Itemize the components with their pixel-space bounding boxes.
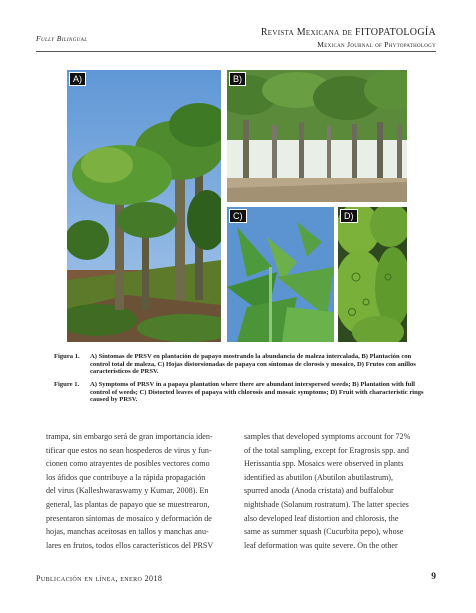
body-line: trampa, sin embargo será de gran importancia iden- [46,432,213,441]
photo-panel-b [227,70,407,202]
body-line: leaf deformation was quite severe. On the other [244,540,398,550]
body-line: of the total sampling, except for Eragrosis spp. and [244,445,409,455]
body-line: lares en frutos, todos ellos característicos del PRSV [46,540,214,550]
caption-en-label: Figure 1. [54,381,80,388]
papaya-plantation-weed-free-image [227,70,407,202]
body-line: del virus (Kalleshwaraswamy y Kumar, 2008). En [46,486,209,496]
panel-label-b: B) [229,72,246,86]
figure-caption-en [54,381,430,404]
body-line: hojas, manchas aceitosas en tallos y manchas anu- [46,527,209,537]
photo-panel-a [67,70,221,342]
footer-publication-date: Publicación en línea, enero 2018 [36,574,163,583]
papaya-plantation-weeds-image [67,70,221,342]
body-line: spurred anoda (Anoda cristata) and buffalobur [244,486,394,496]
page-number: 9 [431,572,436,582]
body-line: cionen como atrayentes de posibles vectores como [46,459,210,469]
body-line: samples that developed symptoms account for 72% [244,432,411,441]
body-line: same as summer squash (Cucurbita pepo), whose [244,527,404,537]
body-column-right [244,430,422,552]
body-line: presentaron síntomas de mosaico y deformación de [46,513,212,523]
photo-panel-d [338,207,407,342]
figure-caption-es [54,353,430,376]
body-line: identified as abutilon (Abutilon abutilastrum), [244,472,394,482]
photo-panel-c [227,207,334,342]
body-line: tificar que estos no sean hospederos de virus y fun- [46,445,212,455]
caption-en-text: A) Symptoms of PRSV in a papaya plantation where there are abundant interspersed weeds; B) Plantation with full control of weeds; C) Distorted leaves of papaya with chlorosis and mosaic symptoms; D) Fruit with characteristic rings caused by PRSV. [90,381,424,404]
distorted-papaya-leaves-image [227,207,334,342]
running-head-left: Fully Bilingual [36,34,88,43]
body-line: also developed leaf distortion and chlorosis, the [244,513,399,523]
body-line: general, las plantas de papayo que se muestrearon, [46,499,210,509]
papaya-fruit-rings-image [338,207,407,342]
panel-label-c: C) [229,209,247,223]
panel-label-a: A) [69,72,86,86]
journal-title-es: Revista Mexicana de FITOPATOLOGÍA [260,27,436,38]
panel-label-d: D) [340,209,358,223]
body-line: nightshade (Solanum rostratum). The latter species [244,499,409,509]
header-rule [36,51,436,52]
body-column-left [46,430,224,552]
caption-es-label: Figura 1. [54,353,80,360]
body-line: Herissantia spp. Mosaics were observed in plants [244,459,404,469]
caption-es-text: A) Síntomas de PRSV en plantación de papayo mostrando la abundancia de maleza intercalada, B) Plantación con control total de maleza, C) Hojas distorsionadas de papaya con síntomas de clorosis y mosaico, D) Frutos con anillos característicos de PRSV. [90,353,416,376]
body-line: los áfidos que contribuye a la rápida propagación [46,472,206,482]
journal-title-en: Mexican Journal of Phytopathology [317,40,436,49]
